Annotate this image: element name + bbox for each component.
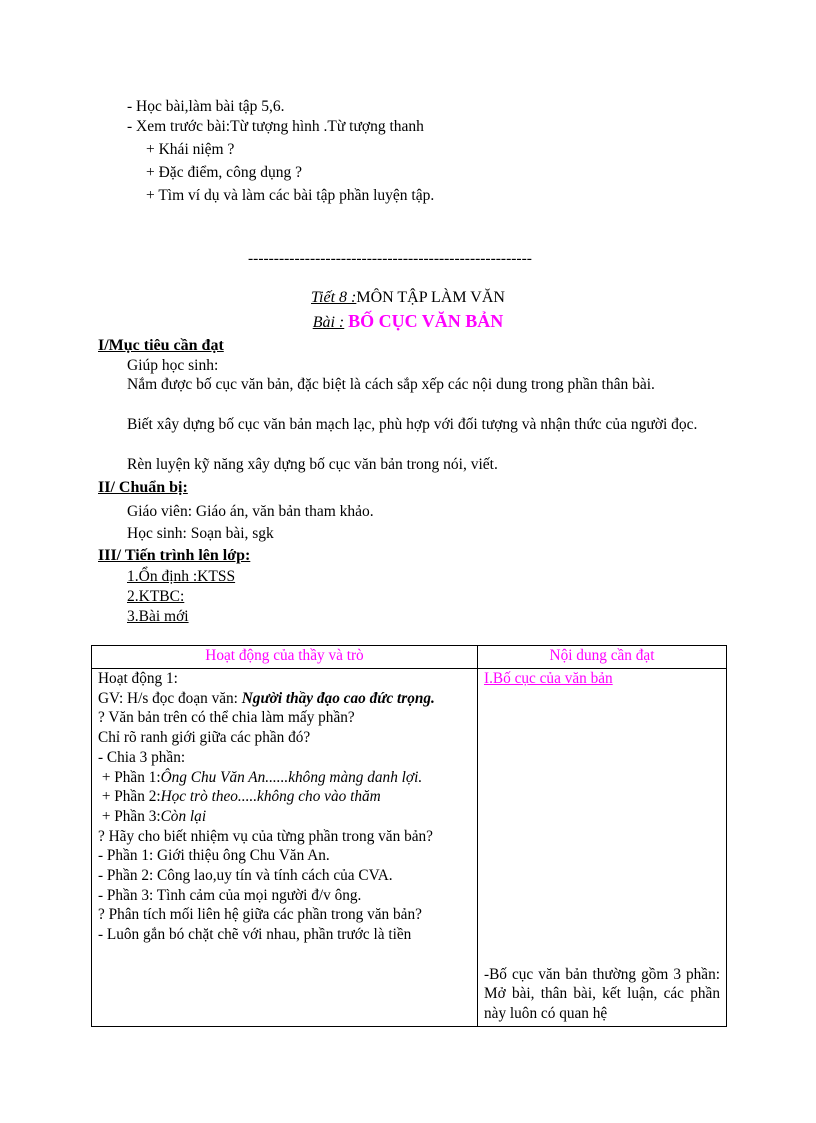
- section1-goal-1: Nắm được bố cục văn bản, đặc biệt là cách sắp xếp các nội dung trong phần thân bài.: [127, 376, 655, 393]
- separator-line: -------------------------------------------------------: [248, 250, 532, 267]
- homework-subitem-3: + Tìm ví dụ và làm các bài tập phần luyện tập.: [146, 187, 435, 204]
- homework-item-1: - Học bài,làm bài tập 5,6.: [127, 98, 285, 115]
- lesson-title: BỐ CỤC VĂN BẢN: [348, 311, 504, 331]
- part-1-text: Ông Chu Văn An......không màng danh lợi.: [160, 768, 423, 786]
- subject-label: MÔN TẬP LÀM VĂN: [356, 289, 505, 306]
- answer-1: - Chia 3 phần:: [98, 748, 186, 766]
- question-1: ? Văn bản trên có thể chia làm mấy phần?: [98, 709, 355, 727]
- gv-prefix: GV: H/s đọc đoạn văn:: [98, 689, 242, 707]
- part-3: [98, 807, 471, 827]
- lesson-table: [91, 645, 727, 1027]
- table-row: [92, 669, 727, 1027]
- section1-goal-3: Rèn luyện kỹ năng xây dựng bố cục văn bản trong nói, viết.: [127, 456, 498, 473]
- step-2: 2.KTBC:: [127, 588, 185, 605]
- answer-3: - Phần 2: Công lao,uy tín và tính cách của CVA.: [98, 867, 393, 885]
- question-3: ? Hãy cho biết nhiệm vụ của từng phần trong văn bản?: [98, 827, 433, 845]
- section1-heading: I/Mục tiêu cần đạt: [98, 337, 224, 354]
- content-text: -Bố cục văn bản thường gồm 3 phần: Mở bài, thân bài, kết luận, các phần này luôn có quan hệ: [484, 965, 720, 1023]
- section2-heading: II/ Chuẩn bị:: [98, 479, 188, 496]
- part-2-prefix: + Phần 2:: [101, 788, 161, 806]
- section2-student: Học sinh: Soạn bài, sgk: [127, 525, 274, 542]
- step-1: 1.Ổn định :KTSS: [127, 568, 236, 585]
- title-label: Bài :: [312, 314, 345, 331]
- lesson-header: [0, 288, 816, 308]
- lesson-title-line: [0, 311, 816, 333]
- part-2: [98, 787, 471, 807]
- header-content: Nội dung cần đạt: [478, 646, 727, 669]
- content-heading: I.Bố cục của văn bản: [484, 670, 613, 687]
- part-3-prefix: + Phần 3:: [101, 807, 161, 825]
- question-2: Chỉ rõ ranh giới giữa các phần đó?: [98, 729, 311, 747]
- table-header-row: [92, 646, 727, 669]
- part-1: [98, 768, 471, 788]
- part-3-text: Còn lại: [160, 807, 207, 825]
- content-spacer: [484, 689, 720, 965]
- homework-item-2: - Xem trước bài:Từ tượng hình .Từ tượng thanh: [127, 118, 424, 135]
- gv-text: Người thầy đạo cao đức trọng.: [241, 689, 435, 707]
- part-1-prefix: + Phần 1:: [101, 768, 161, 786]
- question-4: ? Phân tích mối liên hệ giữa các phần trong văn bản?: [98, 906, 422, 924]
- answer-2: - Phần 1: Giới thiệu ông Chu Văn An.: [98, 847, 330, 865]
- section3-heading: III/ Tiến trình lên lớp:: [98, 547, 251, 564]
- answer-5: - Luôn gắn bó chặt chẽ với nhau, phần trước là tiền: [98, 926, 412, 944]
- step-3: 3.Bài mới: [127, 608, 189, 625]
- activities-cell: [92, 669, 478, 1027]
- section2-teacher: Giáo viên: Giáo án, văn bản tham khảo.: [127, 503, 374, 520]
- gv-instruction: [98, 689, 471, 709]
- content-cell: [478, 669, 727, 1027]
- section1-intro: Giúp học sinh:: [127, 357, 219, 374]
- homework-subitem-1: + Khái niệm ?: [146, 141, 235, 158]
- part-2-text: Học trò theo.....không cho vào thăm: [160, 788, 381, 806]
- homework-subitem-2: + Đặc điểm, công dụng ?: [146, 164, 302, 181]
- answer-4: - Phần 3: Tình cảm của mọi người đ/v ông.: [98, 886, 362, 904]
- header-activities: Hoạt động của thầy và trò: [92, 646, 478, 669]
- period-label: Tiết 8 :: [311, 289, 357, 306]
- activity-title: Hoạt động 1:: [98, 670, 178, 687]
- section1-goal-2: Biết xây dựng bố cục văn bản mạch lạc, phù hợp với đối tượng và nhận thức của người đọc.: [127, 416, 698, 433]
